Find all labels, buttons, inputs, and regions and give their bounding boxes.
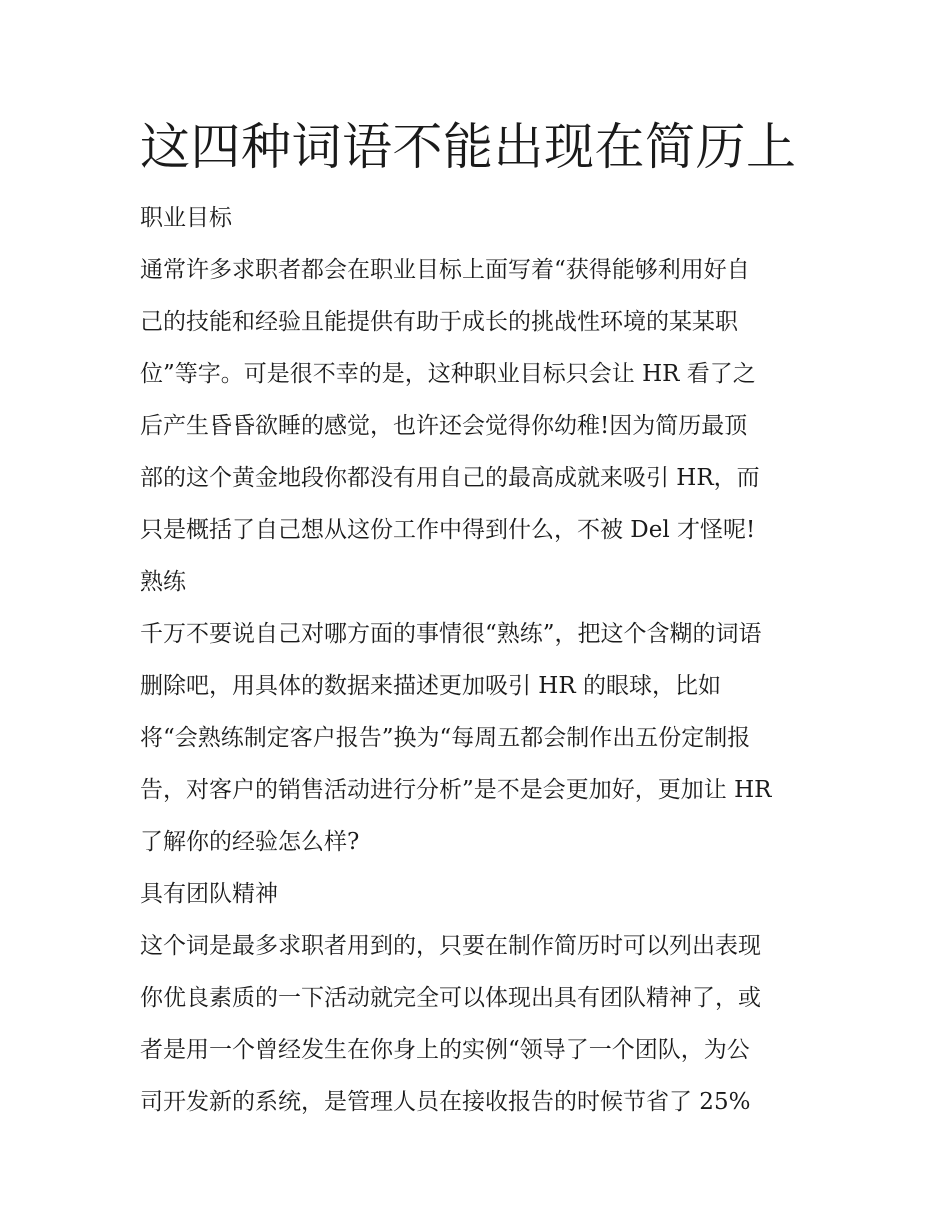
section-team-spirit: [140, 868, 820, 1128]
section-paragraph: [140, 244, 820, 556]
paragraph-line: 者是用一个曾经发生在你身上的实例“领导了一个团队，为公: [140, 1037, 750, 1063]
paragraph-line: 后产生昏昏欲睡的感觉，也许还会觉得你幼稚!因为简历最顶: [140, 413, 748, 439]
section-heading: 熟练: [140, 569, 186, 595]
paragraph-line: 你优良素质的一下活动就完全可以体现出具有团队精神了，或: [140, 985, 761, 1011]
section-heading: 职业目标: [140, 205, 232, 231]
paragraph-line: 千万不要说自己对哪方面的事情很“熟练”，把这个含糊的词语: [140, 621, 762, 647]
document-page: [140, 112, 820, 1128]
section-paragraph: [140, 920, 820, 1128]
paragraph-line: 司开发新的系统，是管理人员在接收报告的时候节省了 25%: [140, 1089, 751, 1115]
paragraph-line: 位”等字。可是很不幸的是，这种职业目标只会让 HR 看了之: [140, 361, 756, 387]
section-proficient: [140, 556, 820, 868]
section-career-objective: [140, 192, 820, 556]
paragraph-line: 这个词是最多求职者用到的，只要在制作简历时可以列出表现: [140, 933, 761, 959]
section-paragraph: [140, 608, 820, 868]
paragraph-line: 删除吧，用具体的数据来描述更加吸引 HR 的眼球，比如: [140, 673, 721, 699]
paragraph-line: 了解你的经验怎么样?: [140, 829, 360, 855]
document-title: 这四种词语不能出现在简历上: [140, 118, 797, 176]
paragraph-line: 只是概括了自己想从这份工作中得到什么，不被 Del 才怪呢!: [140, 517, 756, 543]
section-heading: 具有团队精神: [140, 881, 278, 907]
paragraph-line: 将“会熟练制定客户报告”换为“每周五都会制作出五份定制报: [140, 725, 751, 751]
paragraph-line: 告，对客户的销售活动进行分析”是不是会更加好，更加让 HR: [140, 777, 772, 803]
paragraph-line: 通常许多求职者都会在职业目标上面写着“获得能够利用好自: [140, 257, 750, 283]
paragraph-line: 部的这个黄金地段你都没有用自己的最高成就来吸引 HR，而: [140, 465, 760, 491]
paragraph-line: 己的技能和经验且能提供有助于成长的挑战性环境的某某职: [140, 309, 738, 335]
